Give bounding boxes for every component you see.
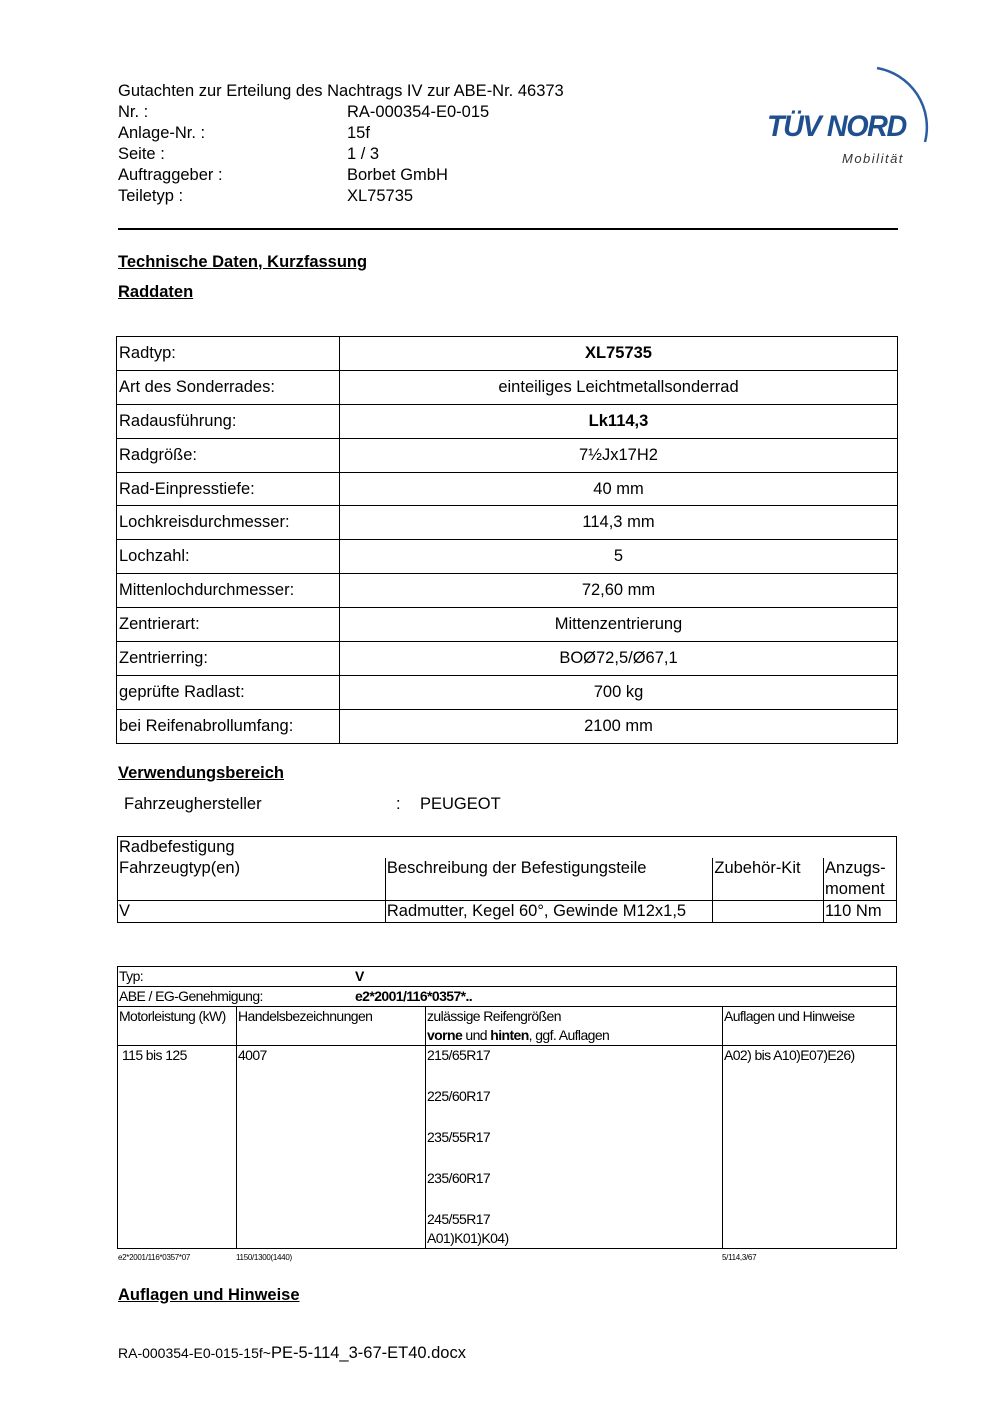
table-row: Art des Sonderrades: einteiliges Leichtmetallsonderrad: [117, 370, 898, 404]
table-row: ABE / EG-Genehmigung: e2*2001/116*0357*..: [118, 987, 897, 1007]
table-row: Radtyp: XL75735: [117, 337, 898, 371]
header-row-auftraggeber: Auftraggeber : Borbet GmbH: [118, 166, 448, 184]
wheel-data-table: [116, 336, 898, 744]
logo-subtitle: Mobilität: [842, 151, 904, 166]
footer-filename: RA-000354-E0-015-15f~PE-5-114_3-67-ET40.docx: [118, 1344, 466, 1362]
header-row-nr: Nr. : RA-000354-E0-015: [118, 103, 490, 121]
table-row: 115 bis 125 4007 215/65R17 225/60R17 235/55R17 235/60R17 245/55R17 A01)K01)K04) A02) bis A10)E07)E26): [118, 1046, 897, 1249]
table-row: Fahrzeugtyp(en) Beschreibung der Befestigungsteile Zubehör-Kit Anzugs- moment: [118, 858, 897, 901]
tire-size: 235/60R17: [427, 1170, 491, 1186]
table-row: geprüfte Radlast: 700 kg: [117, 675, 898, 709]
tire-size: 245/55R17: [427, 1211, 491, 1227]
header-row-teiletyp: Teiletyp : XL75735: [118, 187, 414, 205]
vehicle-table: [117, 966, 897, 1249]
table-row: Radausführung: Lk114,3: [117, 404, 898, 438]
tire-notes: A01)K01)K04): [427, 1230, 509, 1246]
table-row: Mittenlochdurchmesser: 72,60 mm: [117, 574, 898, 608]
heading-technische-daten: Technische Daten, Kurzfassung: [118, 253, 368, 271]
table-row: Motorleistung (kW) Handelsbezeichnungen zulässige Reifengrößen vorne und hinten, ggf. Auflagen Auflagen und Hinweise: [118, 1007, 897, 1046]
tire-size: 225/60R17: [427, 1088, 491, 1104]
document-header: [118, 81, 564, 207]
document-title: Gutachten zur Erteilung des Nachtrags IV zur ABE-Nr. 46373: [118, 82, 564, 100]
table-row: Typ: V: [118, 967, 897, 987]
heading-raddaten: Raddaten: [118, 283, 194, 301]
table-row: Lochkreisdurchmesser: 114,3 mm: [117, 506, 898, 540]
table-row: Zentrierart: Mittenzentrierung: [117, 608, 898, 642]
heading-verwendungsbereich: Verwendungsbereich: [118, 764, 284, 782]
logo-wordmark: TÜV NORD: [767, 110, 906, 143]
header-divider: [118, 228, 898, 230]
table-row: Rad-Einpresstiefe: 40 mm: [117, 472, 898, 506]
manufacturer-line: Fahrzeughersteller : PEUGEOT: [124, 795, 501, 813]
table-row: V Radmutter, Kegel 60°, Gewinde M12x1,5 110 Nm: [118, 901, 897, 923]
header-row-seite: Seite : 1 / 3: [118, 145, 380, 163]
mounting-table: [117, 836, 897, 923]
table-row: Radbefestigung: [118, 837, 897, 859]
small-code-1: e2*2001/116*0357*07: [118, 1253, 191, 1262]
heading-auflagen: Auflagen und Hinweise: [118, 1286, 300, 1304]
table-row: Zentrierring: BOØ72,5/Ø67,1: [117, 642, 898, 676]
manufacturer-value: PEUGEOT: [420, 795, 501, 813]
tire-size: 215/65R17: [427, 1047, 491, 1063]
tuv-nord-logo: [765, 62, 945, 172]
table-row: Radgröße: 7½Jx17H2: [117, 438, 898, 472]
table-row: Lochzahl: 5: [117, 540, 898, 574]
header-row-anlage: Anlage-Nr. : 15f: [118, 124, 370, 142]
table-row: bei Reifenabrollumfang: 2100 mm: [117, 709, 898, 743]
tire-size: 235/55R17: [427, 1129, 491, 1145]
small-code-2: 1150/1300(1440): [236, 1253, 292, 1262]
small-code-3: 5/114,3/67: [722, 1253, 757, 1262]
